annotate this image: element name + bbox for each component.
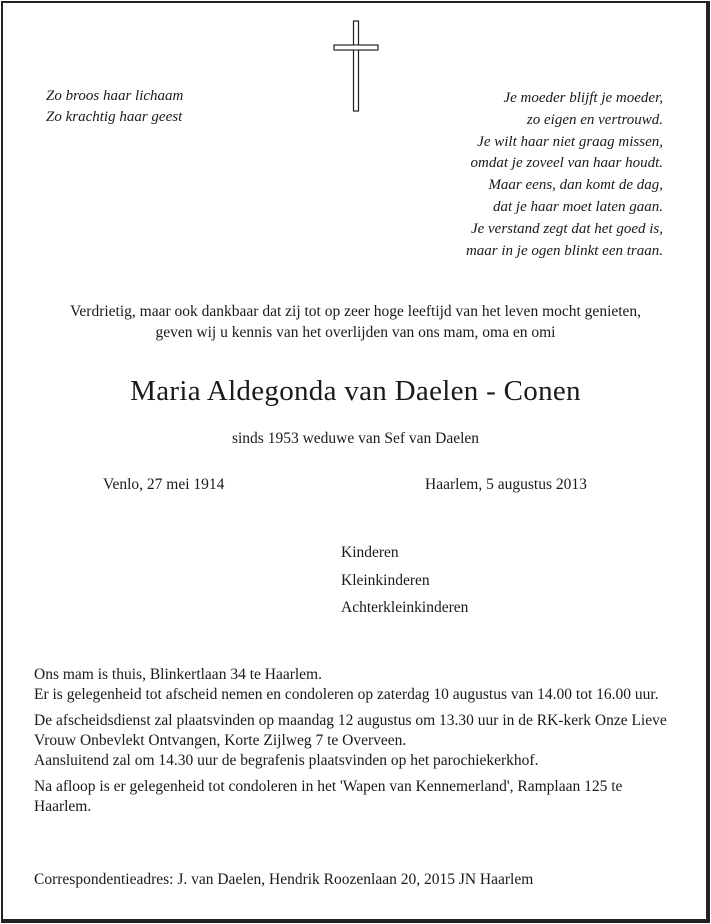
- poem-left-line: Zo krachtig haar geest: [46, 109, 183, 125]
- detail-paragraph: Na afloop is er gelegenheid tot condoleren in het 'Wapen van Kennemerland', Ramplaan 125 te Haarlem.: [34, 778, 623, 815]
- detail-paragraph: Ons mam is thuis, Blinkertlaan 34 te Haarlem.: [34, 666, 322, 683]
- family-list: [341, 539, 468, 622]
- poem-right: [466, 88, 663, 262]
- poem-right-line: dat je haar moet laten gaan.: [493, 198, 663, 215]
- poem-right-line: Je wilt haar niet graag missen,: [477, 133, 663, 150]
- intro-line: geven wij u kennis van het overlijden van ons mam, oma en omi: [155, 324, 556, 341]
- death-place-date: Haarlem, 5 augustus 2013: [425, 476, 587, 493]
- poem-right-line: Je verstand zegt dat het goed is,: [470, 220, 663, 237]
- detail-paragraph: Er is gelegenheid tot afscheid nemen en condoleren op zaterdag 10 augustus van 14.00 tot 16.00 uur.: [34, 686, 659, 703]
- poem-right-line: Je moeder blijft je moeder,: [503, 90, 663, 106]
- poem-left: [46, 86, 183, 128]
- correspondence-address: Correspondentieadres: J. van Daelen, Hendrik Roozenlaan 20, 2015 JN Haarlem: [34, 871, 534, 888]
- family-item: Achterkleinkinderen: [341, 599, 469, 616]
- poem-right-line: omdat je zoveel van haar houdt.: [470, 155, 663, 172]
- deceased-name: Maria Aldegonda van Daelen - Conen: [130, 375, 581, 407]
- cross-icon: [333, 20, 379, 112]
- detail-paragraph: Aansluitend zal om 14.30 uur de begrafenis plaatsvinden op het parochiekerkhof.: [34, 752, 539, 769]
- poem-left-line: Zo broos haar lichaam: [46, 88, 184, 104]
- intro-line: Verdrietig, maar ook dankbaar dat zij tot op zeer hoge leeftijd van het leven mocht genieten,: [69, 303, 642, 320]
- poem-right-line: maar in je ogen blinkt een traan.: [465, 242, 663, 259]
- birth-place-date: Venlo, 27 mei 1914: [103, 476, 225, 493]
- poem-right-line: Maar eens, dan komt de dag,: [488, 177, 663, 194]
- widow-line: sinds 1953 weduwe van Sef van Daelen: [231, 430, 480, 447]
- funeral-details: [34, 665, 679, 823]
- poem-right-line: zo eigen en vertrouwd.: [526, 111, 663, 128]
- detail-paragraph: De afscheidsdienst zal plaatsvinden op maandag 12 augustus om 13.30 uur in de RK-kerk Onze Lieve Vrouw Onbevlekt Ontvangen, Korte Zijlweg 7 te Overveen.: [34, 712, 667, 749]
- family-item: Kinderen: [341, 544, 399, 561]
- family-item: Kleinkinderen: [341, 571, 430, 589]
- intro-text: [0, 301, 711, 343]
